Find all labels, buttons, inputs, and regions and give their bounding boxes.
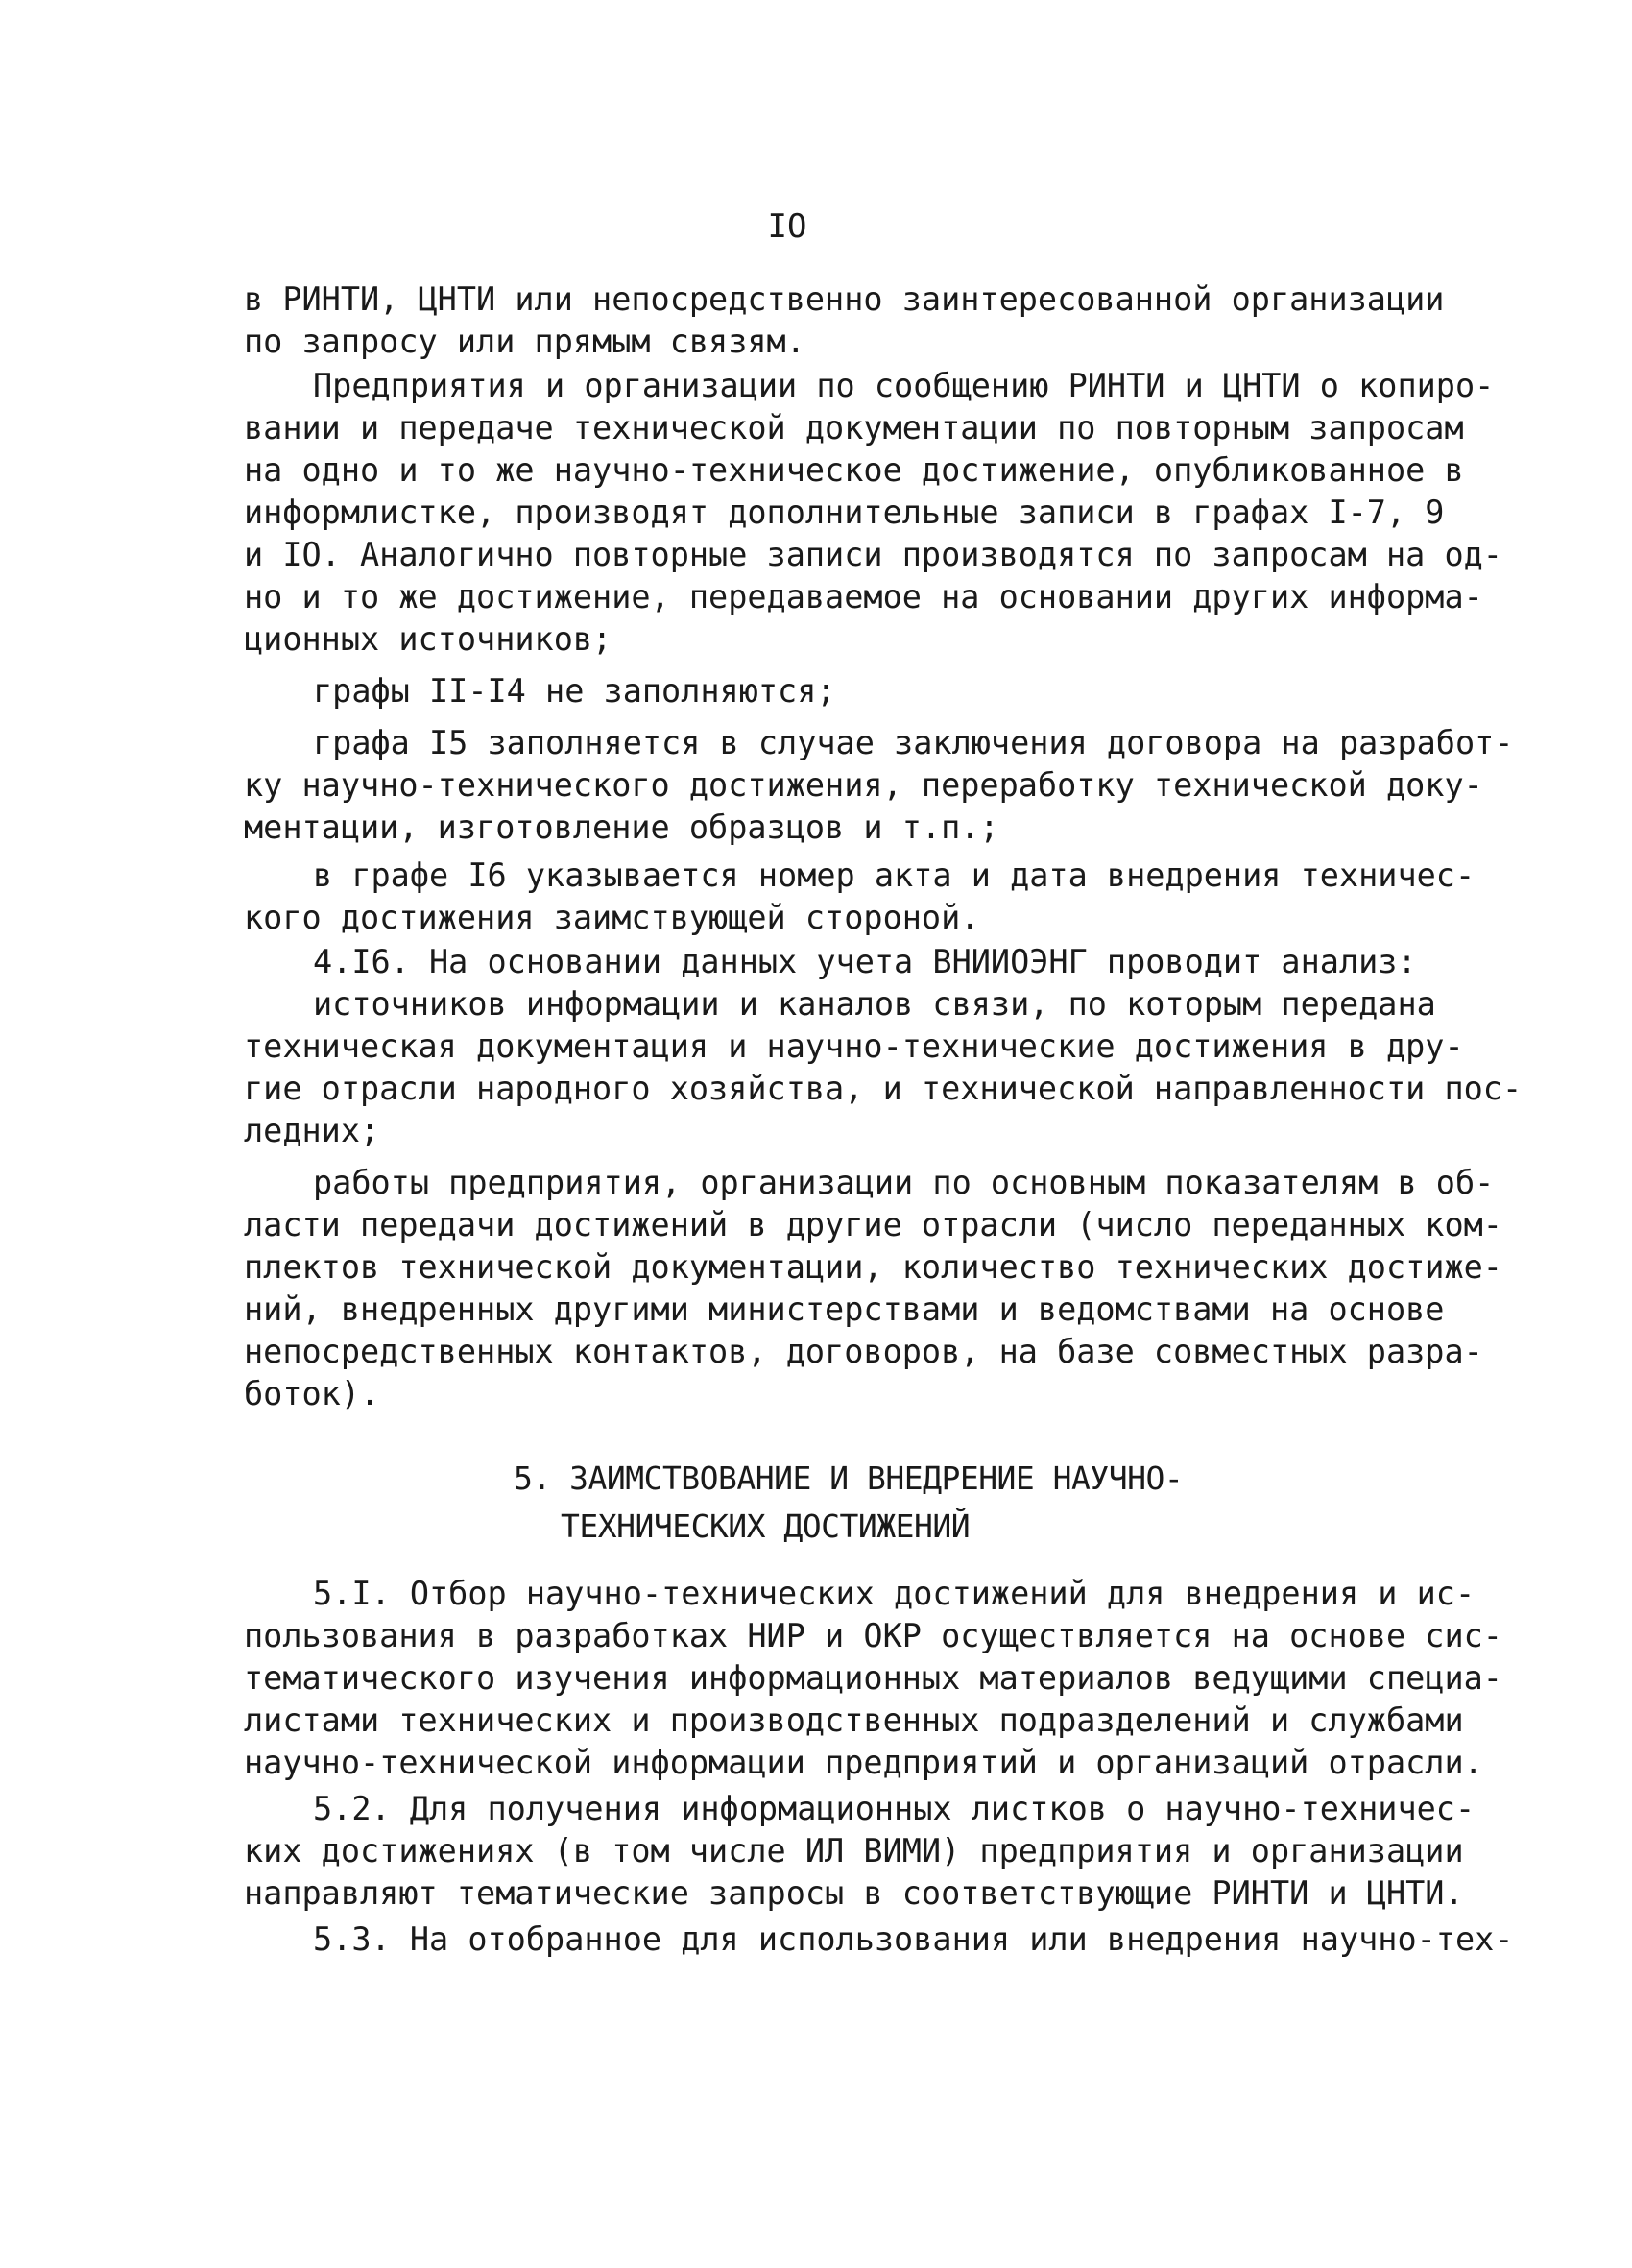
text-line: и IO. Аналогично повторные записи производятся по запросам на од- — [244, 536, 1502, 573]
text-line: 5.2. Для получения информационных листков о научно-техничес- — [313, 1790, 1476, 1827]
text-line: Предприятия и организации по сообщению РИНТИ и ЦНТИ о копиро- — [313, 367, 1495, 404]
text-line: плектов технической документации, количество технических достиже- — [244, 1248, 1502, 1286]
text-line: боток). — [244, 1375, 380, 1412]
text-line: вании и передаче технической документации по повторным запросам — [244, 409, 1464, 446]
text-line: по запросу или прямым связям. — [244, 323, 805, 360]
text-line: ментации, изготовление образцов и т.п.; — [244, 808, 999, 846]
text-line: в РИНТИ, ЦНТИ или непосредственно заинтересованной организации — [244, 280, 1445, 318]
text-line: ний, внедренных другими министерствами и ведомствами на основе — [244, 1291, 1445, 1328]
text-line: ких достижениях (в том числе ИЛ ВИМИ) предприятия и организации — [244, 1832, 1464, 1870]
text-line: графы II-I4 не заполняются; — [313, 672, 836, 710]
text-line: информлистке, производят дополнительные записи в графах I-7, 9 — [244, 494, 1445, 531]
text-line: тематического изучения информационных материалов ведущими специа- — [244, 1659, 1502, 1697]
text-line: гие отрасли народного хозяйства, и технической направленности пос- — [244, 1070, 1523, 1107]
text-line: пользования в разработках НИР и ОКР осуществляется на основе сис- — [244, 1617, 1502, 1654]
text-line: 5.3. На отобранное для использования или внедрения научно-тех- — [313, 1920, 1514, 1958]
text-line: направляют тематические запросы в соответствующие РИНТИ и ЦНТИ. — [244, 1874, 1464, 1912]
page-number: IO — [767, 207, 807, 246]
text-line: непосредственных контактов, договоров, на базе совместных разра- — [244, 1333, 1483, 1370]
text-line: кого достижения заимствующей стороной. — [244, 899, 980, 936]
text-line: работы предприятия, организации по основным показателям в об- — [313, 1164, 1495, 1201]
text-line: ласти передачи достижений в другие отрасли (число переданных ком- — [244, 1206, 1502, 1243]
text-line: техническая документация и научно-технические достижения в дру- — [244, 1027, 1464, 1065]
text-line: источников информации и каналов связи, по которым передана — [313, 985, 1436, 1023]
section-heading: ТЕХНИЧЕСКИХ ДОСТИЖЕНИЙ — [561, 1508, 971, 1545]
text-line: на одно и то же научно-техническое достижение, опубликованное в — [244, 451, 1464, 489]
text-line: графа I5 заполняется в случае заключения договора на разработ- — [313, 724, 1514, 761]
text-line: но и то же достижение, передаваемое на основании других информа- — [244, 578, 1483, 615]
text-line: 5.I. Отбор научно-технических достижений для внедрения и ис- — [313, 1575, 1476, 1612]
text-line: ледних; — [244, 1112, 380, 1149]
section-heading: 5. ЗАИМСТВОВАНИЕ И ВНЕДРЕНИЕ НАУЧНО- — [514, 1460, 1184, 1497]
text-line: 4.I6. На основании данных учета ВНИИОЭНГ проводит анализ: — [313, 943, 1417, 980]
text-line: ционных источников; — [244, 620, 612, 658]
text-line: научно-технической информации предприятий и организаций отрасли. — [244, 1744, 1483, 1781]
text-line: листами технических и производственных подразделений и службами — [244, 1701, 1464, 1739]
text-line: в графе I6 указывается номер акта и дата внедрения техничес- — [313, 857, 1476, 894]
text-line: ку научно-технического достижения, переработку технической доку- — [244, 766, 1483, 804]
